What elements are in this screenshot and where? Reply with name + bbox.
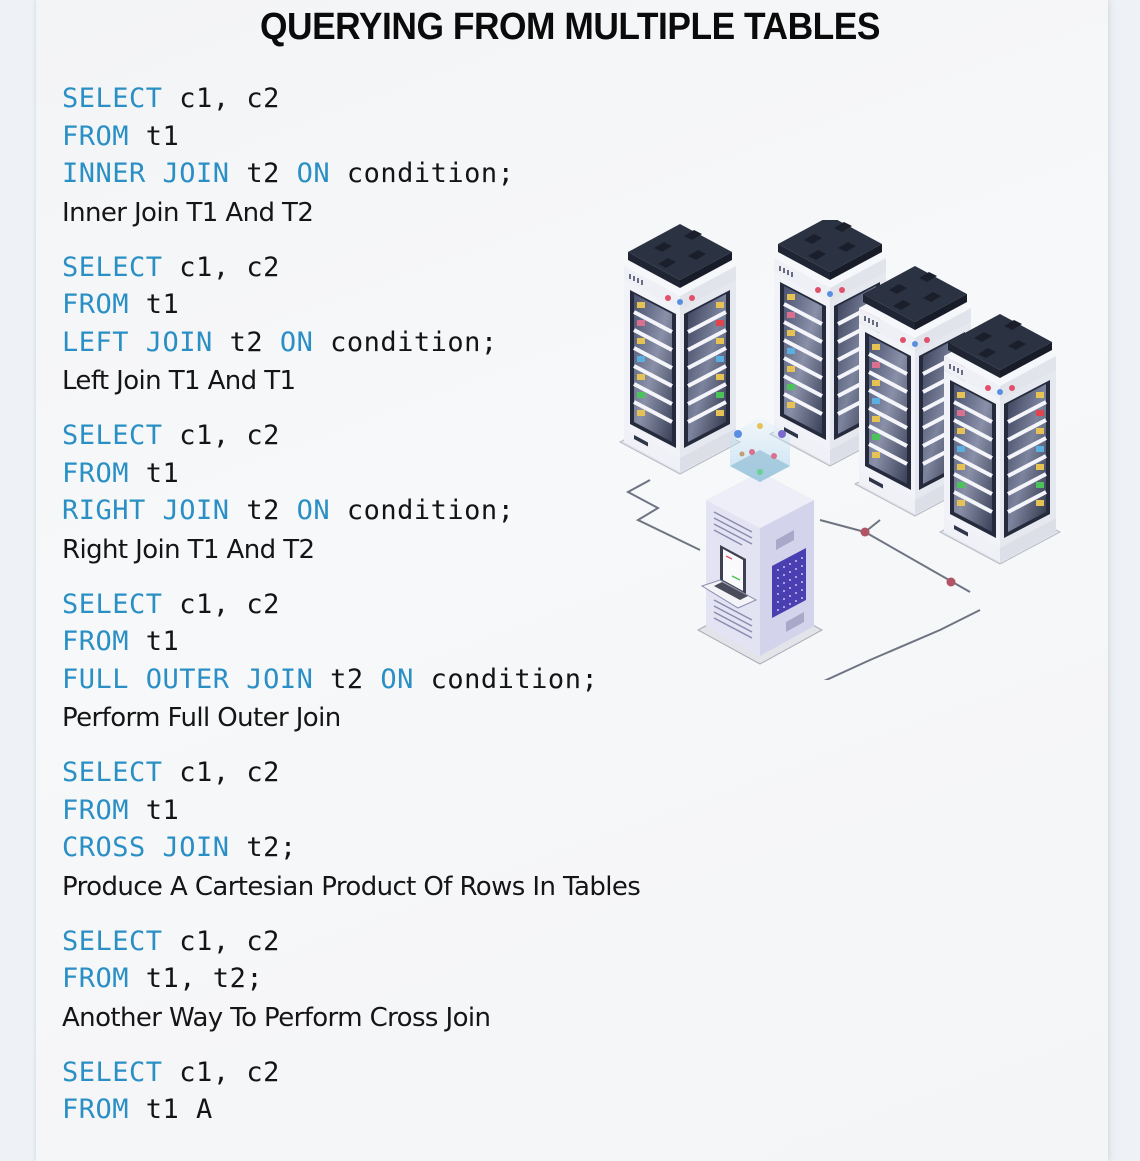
server-rack-icon [620, 224, 740, 474]
sql-text: c1, c2 [162, 251, 280, 283]
sql-keyword: SELECT [62, 83, 163, 114]
sql-text: t1 [129, 626, 180, 657]
code-line [62, 155, 742, 193]
sql-keyword: CROSS JOIN [62, 832, 230, 863]
page-title: QUERYING FROM MULTIPLE TABLES [259, 6, 880, 48]
sql-text: c1, c2 [162, 1056, 280, 1088]
query-description: Left Join T1 And T1 [62, 366, 296, 396]
sql-text: t1 [129, 120, 180, 152]
query-description: Perform Full Outer Join [62, 703, 341, 733]
sql-text: t1 A [129, 1094, 213, 1125]
network-node-icon [861, 528, 870, 537]
code-line [62, 80, 742, 118]
sql-keyword: RIGHT JOIN [62, 495, 230, 526]
sql-keyword: ON [296, 495, 331, 526]
sql-text: c1, c2 [162, 420, 280, 451]
sql-text: t1, t2; [129, 963, 264, 994]
sql-text: condition; [330, 158, 515, 189]
query-description: Inner Join T1 And T2 [62, 197, 314, 228]
code-line [62, 829, 742, 867]
sql-keyword: LEFT JOIN [62, 326, 213, 358]
query-description: Produce A Cartesian Product Of Rows In Tables [62, 871, 641, 902]
sql-keyword: ON [296, 158, 331, 189]
sql-text: c1, c2 [162, 83, 280, 114]
sql-text: t1 [129, 457, 180, 489]
network-node-icon [947, 578, 956, 587]
sql-text: t1 [129, 289, 180, 320]
code-line [62, 118, 742, 156]
code-line [62, 754, 742, 792]
sql-keyword: FROM [62, 457, 130, 489]
sql-keyword: FROM [62, 289, 130, 320]
sql-text: condition; [313, 326, 498, 358]
sql-keyword: INNER JOIN [62, 158, 230, 189]
sql-text: condition; [330, 495, 515, 526]
sql-keyword: SELECT [62, 757, 163, 788]
sql-keyword: ON [279, 326, 314, 358]
database-servers-illustration [610, 220, 1090, 680]
sql-keyword: SELECT [62, 588, 163, 620]
sql-keyword: SELECT [62, 925, 163, 957]
sql-keyword: SELECT [62, 420, 163, 451]
query-block-truncated [62, 1054, 742, 1129]
sql-keyword: ON [380, 663, 414, 695]
code-line [62, 1091, 742, 1129]
sql-keyword: FROM [62, 794, 130, 826]
sql-text: c1, c2 [162, 588, 280, 620]
query-block-implicit-cross-join [62, 923, 742, 1038]
sql-keyword: FROM [62, 120, 130, 152]
query-block-inner-join [62, 80, 742, 233]
sql-keyword: FULL OUTER JOIN [62, 663, 314, 695]
code-line [62, 960, 742, 998]
code-line [62, 1054, 742, 1092]
sql-keyword: FROM [62, 963, 130, 994]
code-line [62, 792, 742, 830]
server-rack-icon [940, 314, 1060, 564]
code-line [62, 923, 742, 961]
query-description: Another Way To Perform Cross Join [62, 1002, 491, 1033]
sql-text: condition; [413, 663, 599, 695]
server-network-icon [610, 220, 1090, 680]
sql-text: t2 [212, 326, 280, 358]
sql-text: t1 [129, 794, 180, 826]
sql-text: c1, c2 [162, 925, 280, 957]
sql-keyword: FROM [62, 626, 130, 657]
sql-text: t2 [229, 158, 297, 189]
sql-text: t2; [229, 832, 297, 863]
sql-text: c1, c2 [162, 757, 280, 788]
sql-text: t2 [229, 495, 297, 526]
sql-keyword: SELECT [62, 251, 163, 283]
sql-keyword: SELECT [62, 1056, 163, 1088]
query-description: Right Join T1 And T2 [62, 534, 315, 565]
sql-keyword: FROM [62, 1094, 130, 1125]
sql-text: t2 [313, 663, 381, 695]
query-block-cross-join [62, 754, 742, 907]
